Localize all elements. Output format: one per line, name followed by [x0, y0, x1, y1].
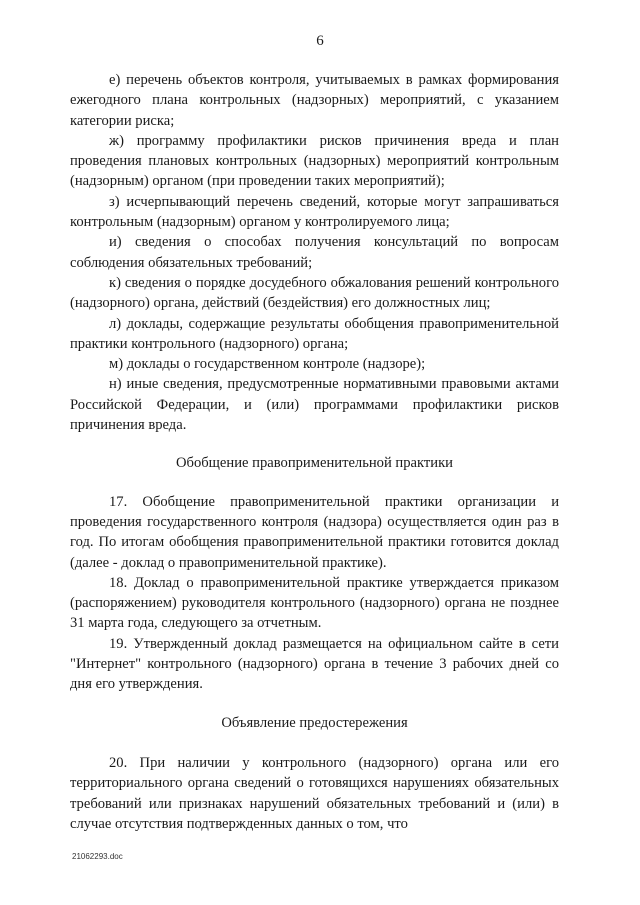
list-item-e: е) перечень объектов контроля, учитываемых в рамках формирования ежегодного плана контрольных (надзорных) мероприятий, с указанием категории риска; — [70, 72, 559, 129]
list-item-m: м) доклады о государственном контроле (надзоре); — [109, 356, 426, 373]
paragraph-19: 19. Утвержденный доклад размещается на официальном сайте в сети "Интернет" контрольного (надзорного) органа в течение 3 рабочих дней со дня его утверждения. — [70, 635, 559, 693]
footer-file-name: 21062293.doc — [72, 852, 123, 861]
list-item-i: и) сведения о способах получения консультаций по вопросам соблюдения обязательных требований; — [70, 234, 559, 271]
paragraph-17: 17. Обобщение правоприменительной практики организации и проведения государственного контроля (надзора) осуществляется один раз в год. По итогам обобщения правоприменительной практики готовится доклад (далее - доклад о правоприменительной практике). — [70, 493, 559, 571]
list-item-l: л) доклады, содержащие результаты обобщения правоприменительной практики контрольного (надзорного) органа; — [70, 315, 559, 352]
list-item-n: н) иные сведения, предусмотренные нормативными правовыми актами Российской Федерации, и (или) программами профилактики рисков причинения вреда. — [70, 376, 559, 434]
document-body — [70, 70, 559, 834]
paragraph-18: 18. Доклад о правоприменительной практике утверждается приказом (распоряжением) руководителя контрольного (надзорного) органа не позднее 31 марта года, следующего за отчетным. — [70, 574, 559, 632]
list-item-zh: ж) программу профилактики рисков причинения вреда и план проведения плановых контрольных (надзорных) мероприятий контрольным (надзорным) органом (при проведении таких мероприятий); — [70, 132, 559, 190]
section-heading-warning: Объявление предостережения — [221, 714, 408, 731]
list-item-z: з) исчерпывающий перечень сведений, которые могут запрашиваться контрольным (надзорным) органом у контролируемого лица; — [70, 193, 559, 231]
section-heading-practice-summary: Обобщение правоприменительной практики — [176, 455, 453, 472]
page-number: 6 — [316, 33, 324, 49]
paragraph-20: 20. При наличии у контрольного (надзорного) органа или его территориального органа сведений о готовящихся нарушениях обязательных требований или признаках нарушений обязательных требований и (или) в случае отсутствия подтвержденных данных о том, что — [70, 754, 559, 832]
list-item-k: к) сведения о порядке досудебного обжалования решений контрольного (надзорного) органа, действий (бездействия) его должностных лиц; — [70, 274, 559, 312]
